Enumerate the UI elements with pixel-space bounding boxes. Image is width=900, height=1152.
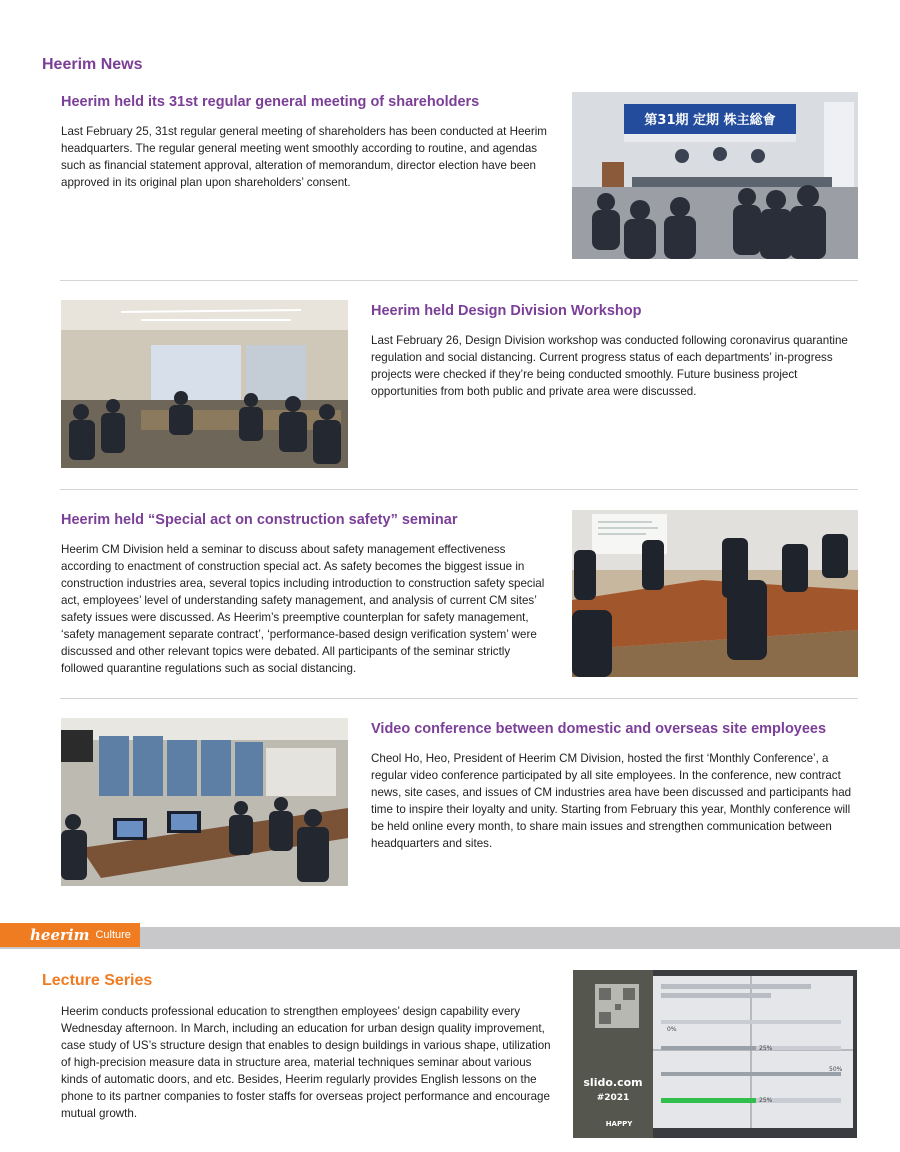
article-body: Cheol Ho, Heo, President of Heerim CM Division, hosted the first ‘Monthly Conference’, a regular video conference participated by all site employees. In the conference, new contract news, site cases, and issues of CM industries area have been discussed and participants had time to inspire their loyalty and unity. Starting from February this year, Monthly conference will be held online every month, to share main issues and strengthen communication between headquarters and sites. — [371, 752, 852, 850]
culture-label-tab — [0, 923, 140, 947]
brand-logo: heerim — [30, 926, 90, 944]
article-title: Heerim held Design Division Workshop — [371, 303, 642, 319]
article-title: Heerim held its 31st regular general meeting of shareholders — [61, 94, 480, 110]
poll-percent: 0% — [667, 1026, 677, 1033]
screen-happy-text: HAPPY — [605, 1120, 633, 1128]
article-title: Video conference between domestic and overseas site employees — [371, 721, 827, 737]
article-lecture-series — [61, 1003, 555, 1122]
section-title-news: Heerim News — [42, 56, 143, 73]
article-body: Last February 25, 31st regular general meeting of shareholders has been conducted at Heerim headquarters. The regular general meeting went smoothly according to routine, and agendas such as financial statement approval, alteration of memorandum, director election have been approved in its original plan upon shareholders’ consent. — [61, 125, 547, 189]
photo-banner-text: 第31期 定期 株主総會 — [644, 113, 776, 128]
article-safety-seminar — [61, 511, 549, 677]
screen-site-text: slido.com — [583, 1076, 643, 1089]
poll-percent: 25% — [759, 1097, 773, 1104]
article-body: Heerim conducts professional education to strengthen employees’ design capability every Wednesday afternoon. In March, including an education for urban design quality improvement, case study of US’s structure design that enables to design buildings in various shape, utilization of high-precision measure data in structure area, material techniques seminar about various kinds of automatic doors, and etc. Besides, Heerim regularly provides English lessons on the phone to its partner companies to foster staffs for overseas project performance and encourage mutual growth. — [61, 1005, 551, 1120]
divider — [60, 280, 858, 281]
divider — [60, 698, 858, 699]
photo-safety-seminar — [572, 510, 858, 677]
poll-percent: 50% — [829, 1066, 843, 1073]
photo-lecture-screen — [573, 970, 857, 1138]
article-body: Heerim CM Division held a seminar to discuss about safety management effectiveness according to enactment of construction special act. As safety becomes the biggest issue in construction industries area, several topics including introduction to construction safety special act, employees’ level of understanding safety management, and analysis of current CM sites’ safety issues were discussed. As Heerim’s preemptive counterplan for safety management, ‘safety management separate contract’, ‘performance-based design verification system’ were discussed and other relevant topics were debated. All participants of the seminar strictly followed quarantine regulations such as social distancing. — [61, 543, 545, 675]
screen-tag-text: #2021 — [596, 1093, 630, 1103]
culture-label: Culture — [95, 929, 131, 941]
article-title: Heerim held “Special act on construction safety” seminar — [61, 512, 458, 528]
photo-shareholders-meeting — [572, 92, 858, 259]
photo-design-workshop — [61, 300, 348, 468]
article-design-workshop — [371, 302, 861, 400]
article-body: Last February 26, Design Division workshop was conducted following coronavirus quarantine regulation and social distancing. Current progress status of each departments’ in-progress projects were checked if they’re being conducted smoothly. Future business project opportunities from both public and private area were discussed. — [371, 334, 848, 398]
photo-video-conference — [61, 718, 348, 886]
poll-percent: 25% — [759, 1045, 773, 1052]
article-video-conference — [371, 720, 861, 852]
article-shareholders-meeting — [61, 93, 556, 191]
divider — [60, 489, 858, 490]
section-title-lecture: Lecture Series — [42, 972, 153, 989]
